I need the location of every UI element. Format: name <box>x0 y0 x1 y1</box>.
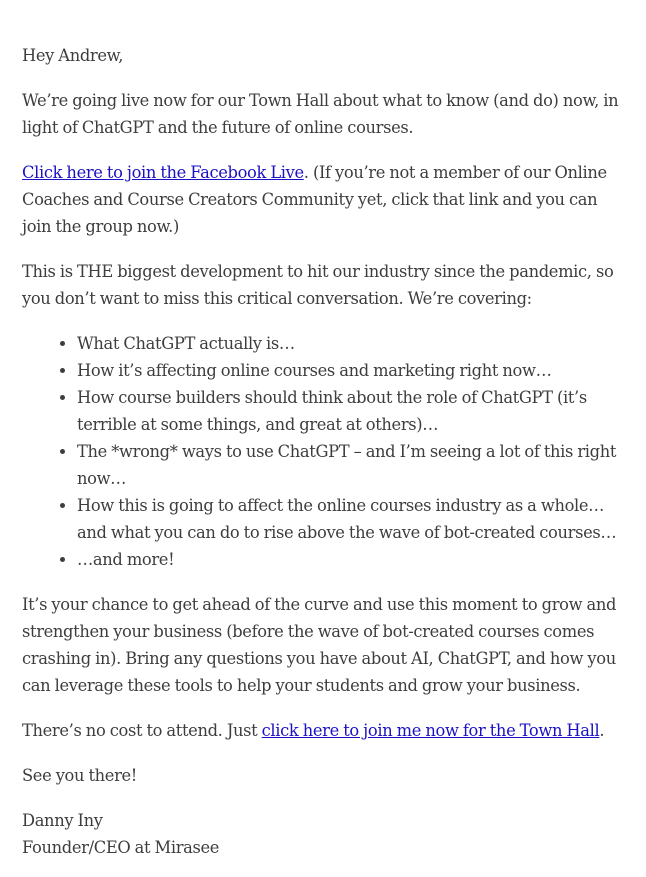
town-hall-link[interactable]: click here to join me now for the Town Hall <box>261 721 600 740</box>
join-paragraph-text: . (If you’re not a member of our Online Coaches and Course Creators Community yet, click that link and you can join the group now.) <box>22 163 607 236</box>
greeting: Hey Andrew, <box>22 46 124 65</box>
topics-list <box>22 330 626 573</box>
join-paragraph <box>22 159 626 240</box>
list-item: • How this is going to affect the online courses industry as a whole… and what you can do to rise above the wave of bot-created courses… <box>77 492 626 546</box>
list-item: • The *wrong* ways to use ChatGPT – and I’m seeing a lot of this right now… <box>77 438 626 492</box>
cost-text: There’s no cost to attend. Just <box>22 721 262 740</box>
email-body <box>22 42 626 861</box>
signature <box>22 807 626 861</box>
signature-title: Founder/CEO at Mirasee <box>22 838 220 857</box>
list-item: • How it’s affecting online courses and marketing right now… <box>77 357 626 384</box>
chance-paragraph: It’s your chance to get ahead of the curve and use this moment to grow and strengthen your business (before the wave of bot-created courses comes crashing in). Bring any questions you have about AI, ChatGPT, and how you can leverage these tools to help your students and grow your business. <box>22 595 617 695</box>
cost-paragraph <box>22 717 626 744</box>
intro-paragraph: We’re going live now for our Town Hall about what to know (and do) now, in light of ChatGPT and the future of online courses. <box>22 91 619 137</box>
importance-paragraph: This is THE biggest development to hit our industry since the pandemic, so you don’t want to miss this critical conversation. We’re covering: <box>22 262 614 308</box>
list-item: • What ChatGPT actually is… <box>77 330 626 357</box>
closing-line: See you there! <box>22 766 137 785</box>
signature-name: Danny Iny <box>22 811 103 830</box>
list-item: • How course builders should think about the role of ChatGPT (it’s terrible at some things, and great at others)… <box>77 384 626 438</box>
list-item: • …and more! <box>77 546 626 573</box>
cost-period: . <box>599 721 605 740</box>
facebook-live-link[interactable]: Click here to join the Facebook Live <box>22 163 304 182</box>
